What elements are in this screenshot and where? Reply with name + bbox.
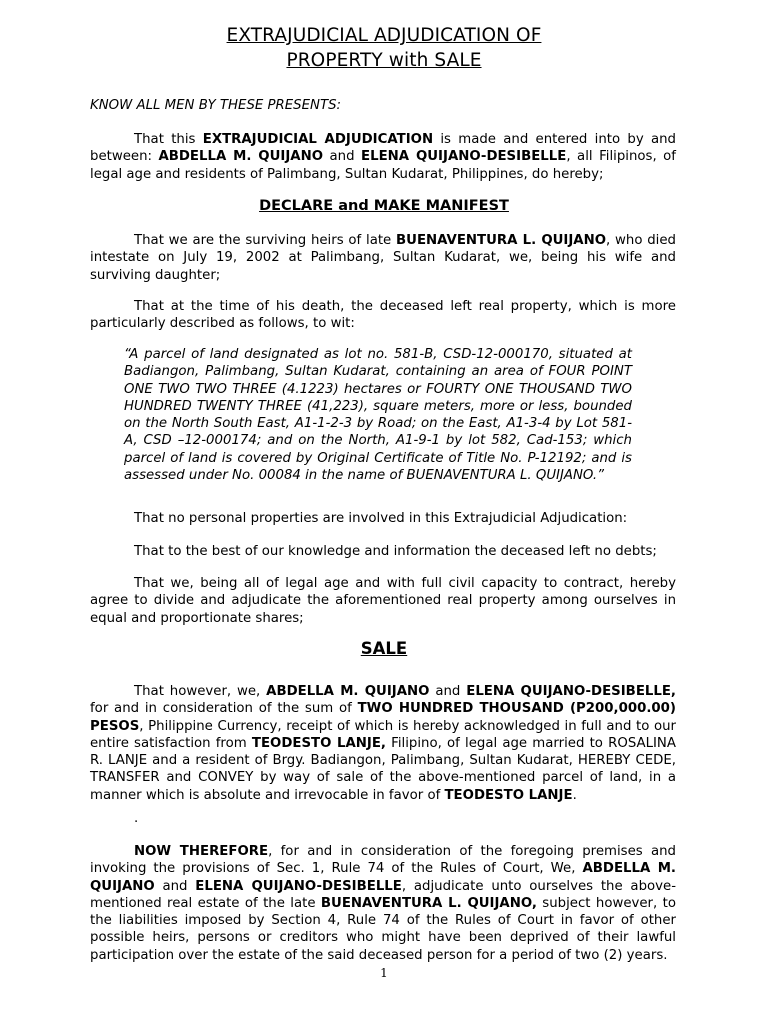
document-title-line2: PROPERTY with SALE bbox=[286, 50, 482, 71]
paragraph-property: That at the time of his death, the deceased left real property, which is more particularly described as follows, to wit: bbox=[90, 299, 676, 332]
paragraph-divide: That we, being all of legal age and with full civil capacity to contract, hereby agree to divide and adjudicate the aforementioned real property among ourselves in equal and proportionate shares; bbox=[90, 576, 676, 626]
document-title-line1: EXTRAJUDICIAL ADJUDICATION OF bbox=[226, 25, 542, 46]
paragraph-parties: That this EXTRAJUDICIAL ADJUDICATION is made and entered into by and between: ABDELLA M. QUIJANO and ELENA QUIJANO-DESIBELLE, all Filipinos, of legal age and residents of Palimbang, Sultan Kudarat, Philippines, do hereby; bbox=[90, 132, 676, 182]
intro-text: KNOW ALL MEN BY THESE PRESENTS: bbox=[90, 98, 342, 113]
paragraph-sale: That however, we, ABDELLA M. QUIJANO and ELENA QUIJANO-DESIBELLE, for and in consideration of the sum of TWO HUNDRED THOUSAND (P200,000.00) PESOS, Philippine Currency, receipt of which is hereby acknowledged in full and to our entire satisfaction from TEODESTO LANJE, Filipino, of legal age married to ROSALINA R. LANJE and a resident of Brgy. Badiangon, Palimbang, Sultan Kudarat, HEREBY CEDE, TRANSFER and CONVEY by way of sale of the above-mentioned parcel of land, in a manner which is absolute and irrevocable in favor of TEODESTO LANJE. bbox=[90, 684, 676, 803]
page-number: 1 bbox=[380, 966, 388, 980]
paragraph-now-therefore: NOW THEREFORE, for and in consideration of the foregoing premises and invoking the provisions of Sec. 1, Rule 74 of the Rules of Court, We, ABDELLA M. QUIJANO and ELENA QUIJANO-DESIBELLE, adjudicate unto ourselves the above-mentioned real estate of the late BUENAVENTURA L. QUIJANO, subject however, to the liabilities imposed by Section 4, Rule 74 of the Rules of Court in favor of other possible heirs, persons or creditors who might have been deprived of their lawful participation over the estate of the said deceased person for a period of two (2) years. bbox=[90, 844, 676, 963]
stray-dot: . bbox=[134, 811, 139, 826]
heading-sale: SALE bbox=[360, 639, 408, 658]
paragraph-no-debts: That to the best of our knowledge and information the deceased left no debts; bbox=[134, 544, 657, 559]
paragraph-no-personal: That no personal properties are involved in this Extrajudicial Adjudication: bbox=[134, 511, 628, 526]
paragraph-heirs: That we are the surviving heirs of late BUENAVENTURA L. QUIJANO, who died intestate on July 19, 2002 at Palimbang, Sultan Kudarat, we, being his wife and surviving daughter; bbox=[90, 233, 676, 283]
property-description-quote: “A parcel of land designated as lot no. 581-B, CSD-12-000170, situated at Badiangon, Palimbang, Sultan Kudarat, containing an area of FOUR POINT ONE TWO TWO THREE (4.1223) hectares or FOURTY ONE THOUSAND TWO HUNDRED TWENTY THREE (41,223), square meters, more or less, bounded on the North South East, A1-1-2-3 by Road; on the East, A1-3-4 by Lot 581-A, CSD –12-000174; and on the North, A1-9-1 by lot 582, Cad-153; which parcel of land is covered by Original Certificate of Title No. P-12192; and is assessed under No. 00084 in the name of BUENAVENTURA L. QUIJANO.” bbox=[124, 347, 632, 484]
heading-declare: DECLARE and MAKE MANIFEST bbox=[259, 198, 509, 214]
